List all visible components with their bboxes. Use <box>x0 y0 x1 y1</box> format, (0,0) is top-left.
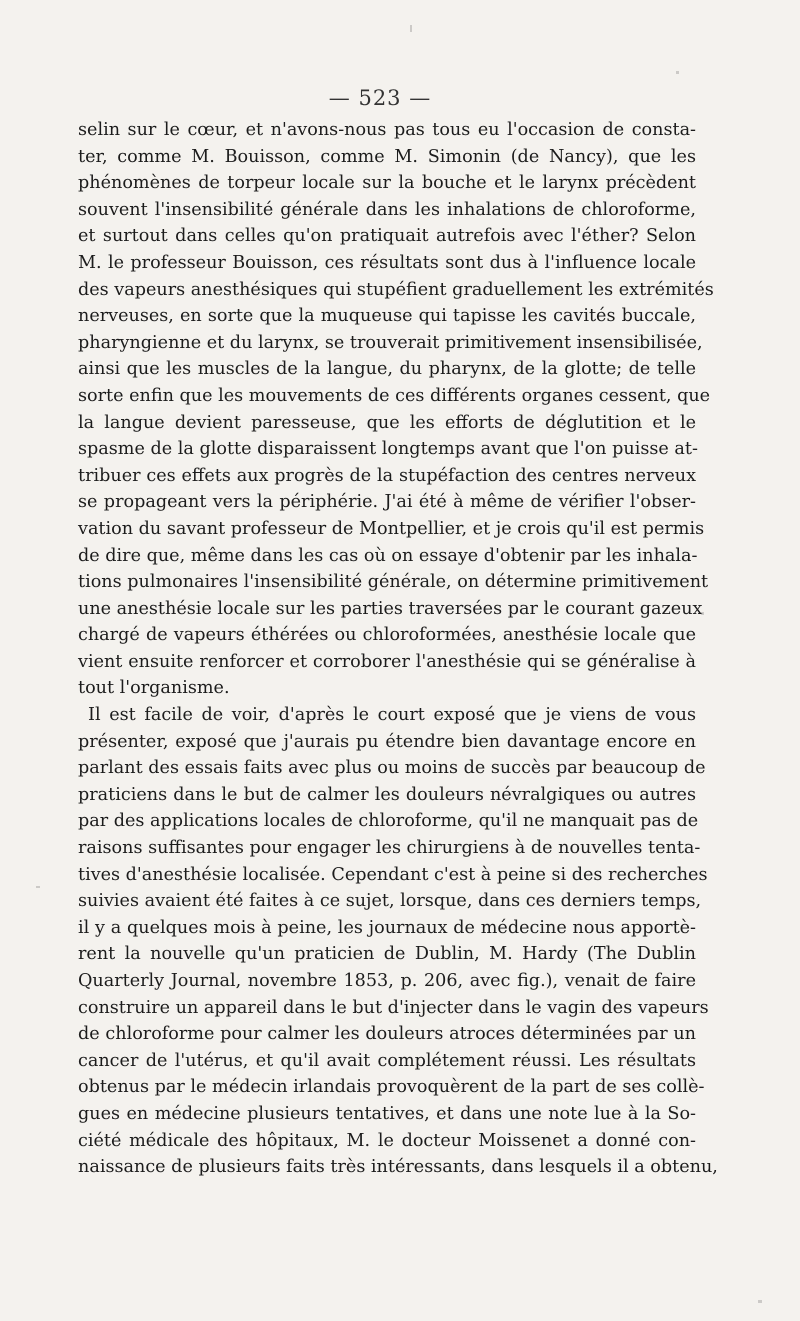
paper-speck <box>701 612 704 615</box>
text-line: selin sur le cœur, et n'avons-nous pas tous eu l'occasion de consta- <box>78 120 696 140</box>
text-line: ter, comme M. Bouisson, comme M. Simonin (de Nancy), que les <box>78 146 696 167</box>
paper-speck <box>758 1300 762 1303</box>
text-line: et surtout dans celles qu'on pratiquait autrefois avec l'éther? Selon <box>78 226 696 247</box>
text-line: vient ensuite renforcer et corroborer l'anesthésie qui se généralise à <box>78 651 696 672</box>
page-number: — 523 — <box>328 86 432 110</box>
text-line: suivies avaient été faites à ce sujet, lorsque, dans ces derniers temps, <box>78 891 702 912</box>
text-line: des vapeurs anesthésiques qui stupéfient graduellement les extrémités <box>78 279 714 300</box>
text-line: pharyngienne et du larynx, se trouverait primitivement insensibilisée, <box>78 332 703 353</box>
text-line: obtenus par le médecin irlandais provoquèrent de la part de ses collè- <box>78 1077 705 1098</box>
text-line: construire un appareil dans le but d'injecter dans le vagin des vapeurs <box>78 997 709 1018</box>
text-line: spasme de la glotte disparaissent longtemps avant que l'on puisse at- <box>78 439 698 460</box>
text-line: tives d'anesthésie localisée. Cependant c'est à peine si des recherches <box>78 864 708 885</box>
paper-speck <box>36 886 40 888</box>
text-line: Quarterly Journal, novembre 1853, p. 206, avec fig.), venait de faire <box>78 971 696 991</box>
text-line: tions pulmonaires l'insensibilité générale, on détermine primitivement <box>78 572 709 593</box>
text-line: parlant des essais faits avec plus ou moins de succès par beaucoup de <box>78 758 706 779</box>
body-text <box>78 117 718 1181</box>
text-line: ciété médicale des hôpitaux, M. le docteur Moissenet a donné con- <box>78 1130 696 1151</box>
text-line: sorte enfin que les mouvements de ces différents organes cessent, que <box>78 385 711 406</box>
text-line: phénomènes de torpeur locale sur la bouche et le larynx précèdent <box>78 173 696 194</box>
text-line: nerveuses, en sorte que la muqueuse qui tapisse les cavités buccale, <box>78 306 696 327</box>
paper-speck <box>676 71 679 74</box>
text-line: M. le professeur Bouisson, ces résultats sont dus à l'influence locale <box>78 252 696 273</box>
text-line: de chloroforme pour calmer les douleurs atroces déterminées par un <box>78 1024 696 1045</box>
text-line: il y a quelques mois à peine, les journaux de médecine nous apportè- <box>78 917 696 938</box>
text-line: de dire que, même dans les cas où on essaye d'obtenir par les inhala- <box>78 545 698 566</box>
text-line: rent la nouvelle qu'un praticien de Dublin, M. Hardy (The Dublin <box>78 944 696 965</box>
text-line: raisons suffisantes pour engager les chirurgiens à de nouvelles tenta- <box>78 838 701 859</box>
text-line: une anesthésie locale sur les parties traversées par le courant gazeux <box>78 598 703 619</box>
text-line: par des applications locales de chloroforme, qu'il ne manquait pas de <box>78 811 699 832</box>
text-line: naissance de plusieurs faits très intéressants, dans lesquels il a obtenu, <box>78 1157 718 1178</box>
text-line: présenter, exposé que j'aurais pu étendre bien davantage encore en <box>78 731 696 752</box>
text-line: la langue devient paresseuse, que les efforts de déglutition et le <box>78 412 696 433</box>
text-line: gues en médecine plusieurs tentatives, et dans une note lue à la So- <box>78 1103 696 1124</box>
text-line: vation du savant professeur de Montpellier, et je crois qu'il est permis <box>78 518 705 539</box>
text-line: Il est facile de voir, d'après le court exposé que je viens de vous <box>88 705 696 726</box>
text-line: ainsi que les muscles de la langue, du pharynx, de la glotte; de telle <box>78 359 696 380</box>
text-line: praticiens dans le but de calmer les douleurs névralgiques ou autres <box>78 784 696 805</box>
text-line: se propageant vers la périphérie. J'ai été à même de vérifier l'obser- <box>78 492 696 513</box>
text-line: cancer de l'utérus, et qu'il avait complétement réussi. Les résultats <box>78 1050 696 1071</box>
paper-speck <box>410 25 412 32</box>
text-line: chargé de vapeurs éthérées ou chloroformées, anesthésie locale que <box>78 625 696 646</box>
text-line: tribuer ces effets aux progrès de la stupéfaction des centres nerveux <box>78 465 696 486</box>
text-line: tout l'organisme. <box>78 678 230 699</box>
text-line: souvent l'insensibilité générale dans les inhalations de chloroforme, <box>78 199 696 220</box>
